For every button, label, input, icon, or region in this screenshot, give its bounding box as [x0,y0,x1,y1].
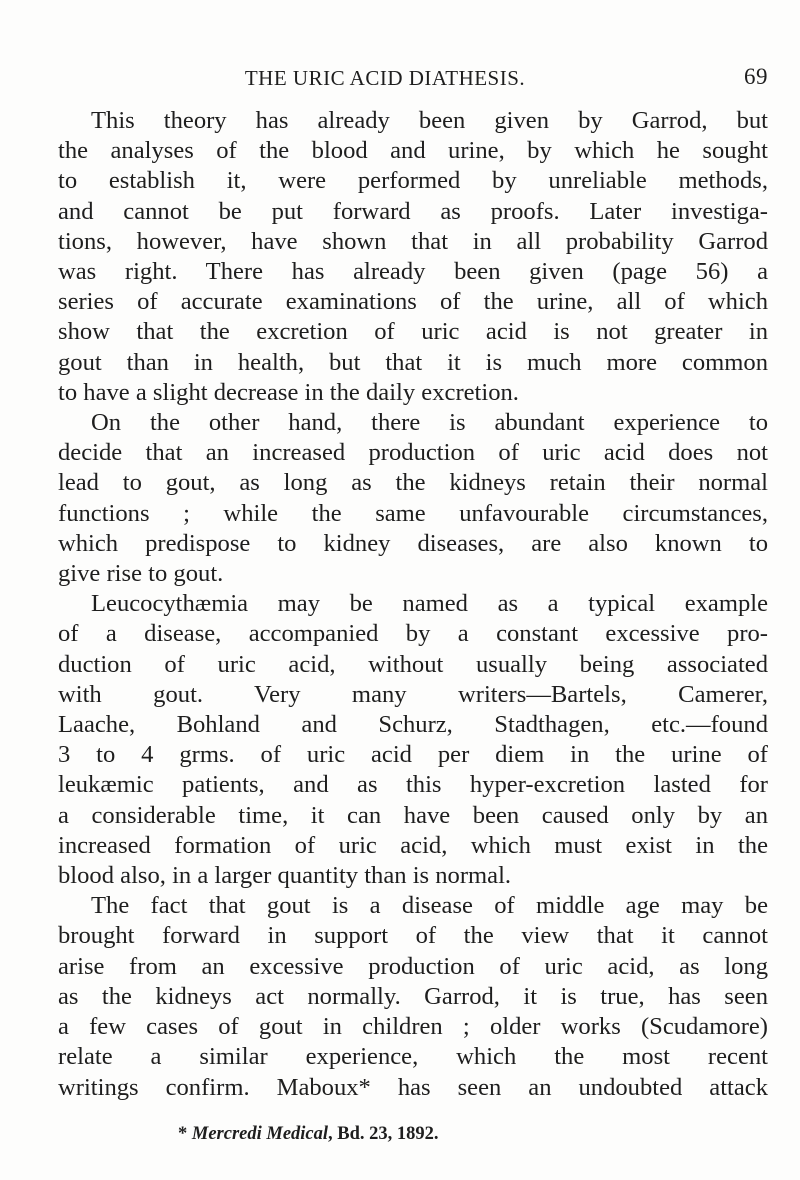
text-line: duction of uric acid, without usually being associated [58,650,768,678]
paragraph-3 [58,589,768,891]
footnote-source: Mercredi Medical [191,1124,329,1144]
text-line: leukæmic patients, and as this hyper-excretion lasted for [58,771,768,799]
paragraph-1 [58,106,768,408]
text-line: arise from an excessive production of uric acid, as long [58,952,768,980]
footnote [178,1124,439,1145]
text-line: blood also, in a larger quantity than is normal. [58,862,512,890]
text-line: to have a slight decrease in the daily excretion. [58,378,519,406]
footnote-citation: , Bd. 23, 1892. [328,1124,439,1144]
text-line: give rise to gout. [58,560,224,588]
text-line: 3 to 4 grms. of uric acid per diem in the urine of [58,741,768,769]
page-number: 69 [744,64,768,89]
text-line: which predispose to kidney diseases, are also known to [58,529,768,557]
text-line: series of accurate examinations of the urine, all of which [58,288,768,316]
text-line: show that the excretion of uric acid is not greater in [58,318,768,346]
text-line: the analyses of the blood and urine, by which he sought [58,137,768,165]
text-line: gout than in health, but that it is much more common [58,348,768,376]
text-line: tions, however, have shown that in all probability Garrod [58,227,768,255]
paragraph-4 [58,891,768,1102]
text-line: with gout. Very many writers—Bartels, Camerer, [58,680,768,708]
running-title: THE URIC ACID DIATHESIS. [244,66,526,90]
text-line: increased formation of uric acid, which must exist in the [58,831,768,859]
text-line: of a disease, accompanied by a constant excessive pro- [58,620,768,648]
text-line: functions ; while the same unfavourable circumstances, [58,499,768,527]
text-line: was right. There has already been given (page 56) a [58,258,768,286]
footnote-marker: * [178,1124,192,1144]
body-text [58,106,768,1103]
text-line: a considerable time, it can have been caused only by an [58,801,768,829]
text-line: brought forward in support of the view that it cannot [58,922,768,950]
text-line: as the kidneys act normally. Garrod, it is true, has seen [58,982,768,1010]
text-line: lead to gout, as long as the kidneys retain their normal [58,469,768,497]
text-line: relate a similar experience, which the most recent [58,1043,768,1071]
text-line: writings confirm. Maboux* has seen an undoubted attack [58,1073,768,1101]
text-line: decide that an increased production of uric acid does not [58,439,768,467]
text-line: and cannot be put forward as proofs. Later investiga- [58,197,768,225]
running-head [140,66,768,94]
text-line: to establish it, were performed by unreliable methods, [58,167,768,195]
paragraph-2 [58,408,768,589]
text-line: On the other hand, there is abundant experience to [91,409,768,437]
text-line: Leucocythæmia may be named as a typical example [91,590,768,618]
text-line: The fact that gout is a disease of middle age may be [91,892,768,920]
text-line: This theory has already been given by Garrod, but [91,107,768,134]
text-line: Laache, Bohland and Schurz, Stadthagen, etc.—found [58,711,768,739]
text-line: a few cases of gout in children ; older works (Scudamore) [58,1013,768,1041]
